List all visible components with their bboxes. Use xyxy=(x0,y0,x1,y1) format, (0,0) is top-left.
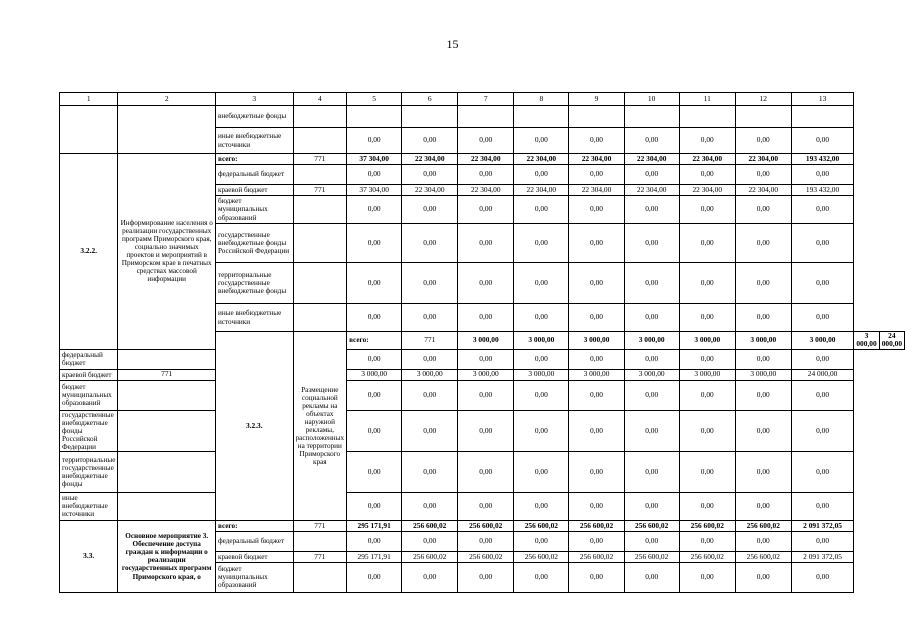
value-cell: 256 600,02 xyxy=(402,551,458,562)
value-cell: 0,00 xyxy=(402,304,458,332)
value-cell: 0,00 xyxy=(679,304,735,332)
code-cell: 771 xyxy=(293,154,347,165)
value-cell: 0,00 xyxy=(569,263,624,304)
source-cell: всего: xyxy=(215,154,293,165)
value-cell: 0,00 xyxy=(679,263,735,304)
value-cell: 22 304,00 xyxy=(624,154,679,165)
value-cell: 0,00 xyxy=(735,380,791,410)
source-cell: федеральный бюджет xyxy=(60,349,118,369)
value-cell: 0,00 xyxy=(791,451,854,492)
value-cell: 0,00 xyxy=(347,410,402,451)
value-cell: 0,00 xyxy=(402,451,458,492)
value-cell: 0,00 xyxy=(514,451,569,492)
value-cell: 0,00 xyxy=(679,349,735,369)
source-cell: краевой бюджет xyxy=(60,369,118,380)
page-number: 15 xyxy=(446,37,459,51)
value-cell: 0,00 xyxy=(624,263,679,304)
value-cell: 0,00 xyxy=(347,165,402,185)
section-number-cell: 3.3. xyxy=(60,520,118,592)
value-cell: 22 304,00 xyxy=(402,154,458,165)
value-cell: 256 600,02 xyxy=(569,520,624,531)
value-cell xyxy=(624,106,679,128)
source-cell: территориальные государственные внебюджетные фонды xyxy=(215,263,293,304)
value-cell: 0,00 xyxy=(458,128,514,154)
value-cell: 0,00 xyxy=(569,410,624,451)
value-cell: 22 304,00 xyxy=(514,185,569,196)
value-cell: 0,00 xyxy=(735,562,791,592)
value-cell: 256 600,02 xyxy=(624,551,679,562)
value-cell: 193 432,00 xyxy=(791,154,854,165)
value-cell: 22 304,00 xyxy=(735,185,791,196)
value-cell: 0,00 xyxy=(402,410,458,451)
code-cell xyxy=(293,562,347,592)
value-cell: 3 000,00 xyxy=(624,369,679,380)
value-cell: 0,00 xyxy=(624,410,679,451)
value-cell: 0,00 xyxy=(791,196,854,224)
section-number-cell xyxy=(60,106,118,154)
value-cell: 0,00 xyxy=(735,531,791,551)
value-cell: 3 000,00 xyxy=(458,369,514,380)
code-cell xyxy=(293,304,347,332)
value-cell: 0,00 xyxy=(347,562,402,592)
value-cell: 0,00 xyxy=(735,349,791,369)
table-row xyxy=(60,349,905,369)
header-cell: 8 xyxy=(514,93,569,106)
value-cell: 0,00 xyxy=(514,304,569,332)
value-cell: 3 000,00 xyxy=(679,332,735,350)
table-row xyxy=(60,451,905,492)
value-cell: 0,00 xyxy=(458,380,514,410)
value-cell: 0,00 xyxy=(569,492,624,520)
value-cell: 0,00 xyxy=(514,349,569,369)
value-cell: 0,00 xyxy=(679,492,735,520)
value-cell: 0,00 xyxy=(791,165,854,185)
value-cell xyxy=(791,106,854,128)
value-cell: 0,00 xyxy=(569,128,624,154)
value-cell: 0,00 xyxy=(679,410,735,451)
value-cell xyxy=(514,106,569,128)
value-cell: 256 600,02 xyxy=(679,520,735,531)
value-cell: 22 304,00 xyxy=(569,154,624,165)
source-cell: краевой бюджет xyxy=(215,551,293,562)
value-cell: 3 000,00 xyxy=(679,369,735,380)
value-cell: 0,00 xyxy=(624,380,679,410)
section-name-cell: Информирование населения о реализации государственных программ Приморского края, социально значимых проектов и мероприятий в Приморском крае в печатных средствах массовой информации xyxy=(118,154,216,350)
value-cell: 0,00 xyxy=(347,304,402,332)
value-cell: 0,00 xyxy=(514,562,569,592)
value-cell: 295 171,91 xyxy=(347,520,402,531)
value-cell: 0,00 xyxy=(569,562,624,592)
source-cell: федеральный бюджет xyxy=(215,531,293,551)
value-cell: 0,00 xyxy=(347,128,402,154)
header-cell: 10 xyxy=(624,93,679,106)
value-cell: 3 000,00 xyxy=(402,369,458,380)
value-cell: 0,00 xyxy=(791,349,854,369)
header-cell: 6 xyxy=(402,93,458,106)
source-cell: иные внебюджетные источники xyxy=(60,492,118,520)
code-cell: 771 xyxy=(293,551,347,562)
source-cell: территориальные государственные внебюджетные фонды xyxy=(60,451,118,492)
value-cell: 2 091 372,05 xyxy=(791,520,854,531)
code-cell: 771 xyxy=(293,520,347,531)
value-cell: 0,00 xyxy=(514,128,569,154)
budget-table xyxy=(59,92,905,593)
value-cell: 0,00 xyxy=(569,224,624,263)
value-cell: 256 600,02 xyxy=(679,551,735,562)
value-cell: 22 304,00 xyxy=(624,185,679,196)
value-cell: 0,00 xyxy=(402,196,458,224)
code-cell xyxy=(293,196,347,224)
value-cell: 24 000,00 xyxy=(791,369,854,380)
value-cell: 0,00 xyxy=(402,128,458,154)
value-cell: 0,00 xyxy=(569,451,624,492)
table-row xyxy=(60,410,905,451)
value-cell: 0,00 xyxy=(735,224,791,263)
value-cell: 256 600,02 xyxy=(569,551,624,562)
value-cell: 0,00 xyxy=(347,349,402,369)
source-cell: государственные внебюджетные фонды Российской Федерации xyxy=(60,410,118,451)
value-cell: 0,00 xyxy=(679,531,735,551)
table-row xyxy=(60,154,905,165)
value-cell: 0,00 xyxy=(458,196,514,224)
value-cell: 0,00 xyxy=(458,492,514,520)
section-name-cell xyxy=(118,106,216,154)
value-cell: 0,00 xyxy=(735,263,791,304)
header-cell: 9 xyxy=(569,93,624,106)
value-cell: 256 600,02 xyxy=(458,551,514,562)
value-cell: 0,00 xyxy=(735,451,791,492)
section-number-cell: 3.2.2. xyxy=(60,154,118,350)
value-cell: 256 600,02 xyxy=(458,520,514,531)
value-cell: 0,00 xyxy=(458,165,514,185)
value-cell: 0,00 xyxy=(679,224,735,263)
value-cell: 3 000,00 xyxy=(458,332,514,350)
header-cell: 3 xyxy=(215,93,293,106)
value-cell: 0,00 xyxy=(458,224,514,263)
value-cell: 0,00 xyxy=(791,224,854,263)
value-cell xyxy=(569,106,624,128)
value-cell: 0,00 xyxy=(791,531,854,551)
value-cell: 0,00 xyxy=(735,196,791,224)
code-cell xyxy=(293,531,347,551)
value-cell: 0,00 xyxy=(402,562,458,592)
value-cell: 0,00 xyxy=(735,165,791,185)
value-cell: 0,00 xyxy=(735,492,791,520)
value-cell: 3 000,00 xyxy=(569,332,624,350)
header-row xyxy=(60,93,905,106)
header-cell: 7 xyxy=(458,93,514,106)
code-cell xyxy=(118,410,216,451)
value-cell: 3 000,00 xyxy=(791,332,854,350)
value-cell: 22 304,00 xyxy=(679,154,735,165)
code-cell xyxy=(293,224,347,263)
value-cell xyxy=(458,106,514,128)
value-cell: 3 000,00 xyxy=(514,332,569,350)
source-cell: всего: xyxy=(215,520,293,531)
value-cell: 256 600,02 xyxy=(514,520,569,531)
value-cell: 193 432,00 xyxy=(791,185,854,196)
code-cell xyxy=(118,451,216,492)
value-cell: 0,00 xyxy=(458,410,514,451)
value-cell: 0,00 xyxy=(679,380,735,410)
section-number-cell: 3.2.3. xyxy=(215,332,293,521)
code-cell: 771 xyxy=(293,185,347,196)
code-cell xyxy=(293,106,347,128)
value-cell: 0,00 xyxy=(624,562,679,592)
value-cell: 0,00 xyxy=(679,165,735,185)
source-cell: внебюджетные фонды xyxy=(215,106,293,128)
value-cell: 0,00 xyxy=(679,128,735,154)
value-cell: 22 304,00 xyxy=(735,154,791,165)
value-cell: 0,00 xyxy=(347,492,402,520)
value-cell: 0,00 xyxy=(347,224,402,263)
value-cell: 3 000,00 xyxy=(735,332,791,350)
value-cell: 0,00 xyxy=(791,128,854,154)
value-cell: 0,00 xyxy=(458,304,514,332)
source-cell: иные внебюджетные источники xyxy=(215,304,293,332)
value-cell: 3 000,00 xyxy=(347,369,402,380)
value-cell: 22 304,00 xyxy=(569,185,624,196)
source-cell: всего: xyxy=(347,332,402,350)
header-cell: 5 xyxy=(347,93,402,106)
value-cell: 0,00 xyxy=(679,451,735,492)
code-cell: 771 xyxy=(402,332,458,350)
code-cell: 771 xyxy=(118,369,216,380)
section-name-cell: Размещение социальной рекламы на объектах наружной рекламы, расположенных на территории Приморского края xyxy=(293,332,347,521)
value-cell: 0,00 xyxy=(347,531,402,551)
source-cell: федеральный бюджет xyxy=(215,165,293,185)
value-cell: 0,00 xyxy=(624,224,679,263)
value-cell: 0,00 xyxy=(402,492,458,520)
value-cell: 0,00 xyxy=(347,196,402,224)
value-cell: 0,00 xyxy=(514,263,569,304)
value-cell: 22 304,00 xyxy=(679,185,735,196)
value-cell: 256 600,02 xyxy=(402,520,458,531)
value-cell: 0,00 xyxy=(569,531,624,551)
value-cell: 0,00 xyxy=(458,349,514,369)
value-cell: 0,00 xyxy=(624,128,679,154)
value-cell: 0,00 xyxy=(402,165,458,185)
source-cell: государственные внебюджетные фонды Российской Федерации xyxy=(215,224,293,263)
value-cell: 3 000,00 xyxy=(735,369,791,380)
value-cell: 24 000,00 xyxy=(879,332,904,350)
table-row xyxy=(60,520,905,531)
value-cell: 0,00 xyxy=(624,492,679,520)
header-cell: 2 xyxy=(118,93,216,106)
value-cell: 0,00 xyxy=(402,531,458,551)
value-cell: 0,00 xyxy=(514,531,569,551)
value-cell: 0,00 xyxy=(735,410,791,451)
value-cell: 22 304,00 xyxy=(514,154,569,165)
header-cell: 4 xyxy=(293,93,347,106)
value-cell: 0,00 xyxy=(791,492,854,520)
value-cell xyxy=(679,106,735,128)
value-cell xyxy=(347,106,402,128)
value-cell: 0,00 xyxy=(624,531,679,551)
value-cell: 0,00 xyxy=(569,349,624,369)
value-cell: 0,00 xyxy=(458,531,514,551)
table-row xyxy=(60,369,905,380)
value-cell: 0,00 xyxy=(624,451,679,492)
value-cell: 0,00 xyxy=(569,165,624,185)
value-cell: 3 000,00 xyxy=(514,369,569,380)
table-row xyxy=(60,106,905,128)
section-name-cell: Основное мероприятие 3. Обеспечение доступа граждан к информации о реализации государственных программ Приморского края, о xyxy=(118,520,216,592)
table-row xyxy=(60,380,905,410)
code-cell xyxy=(293,263,347,304)
value-cell: 0,00 xyxy=(569,196,624,224)
value-cell: 0,00 xyxy=(347,451,402,492)
value-cell: 0,00 xyxy=(791,263,854,304)
value-cell: 0,00 xyxy=(347,380,402,410)
value-cell xyxy=(402,106,458,128)
value-cell: 295 171,91 xyxy=(347,551,402,562)
value-cell: 3 000,00 xyxy=(624,332,679,350)
value-cell: 0,00 xyxy=(458,451,514,492)
table-row xyxy=(60,492,905,520)
value-cell: 0,00 xyxy=(514,380,569,410)
value-cell: 0,00 xyxy=(347,263,402,304)
code-cell xyxy=(293,165,347,185)
value-cell: 0,00 xyxy=(624,349,679,369)
value-cell: 0,00 xyxy=(569,380,624,410)
value-cell: 0,00 xyxy=(458,562,514,592)
value-cell: 37 304,00 xyxy=(347,154,402,165)
value-cell: 256 600,02 xyxy=(735,551,791,562)
value-cell: 22 304,00 xyxy=(458,154,514,165)
value-cell: 0,00 xyxy=(624,196,679,224)
value-cell xyxy=(735,106,791,128)
code-cell xyxy=(118,349,216,369)
value-cell: 0,00 xyxy=(735,128,791,154)
source-cell: бюджет муниципальных образований xyxy=(215,562,293,592)
value-cell: 0,00 xyxy=(514,224,569,263)
source-cell: бюджет муниципальных образований xyxy=(60,380,118,410)
value-cell: 22 304,00 xyxy=(458,185,514,196)
header-cell: 12 xyxy=(735,93,791,106)
value-cell: 0,00 xyxy=(514,492,569,520)
value-cell: 0,00 xyxy=(791,380,854,410)
value-cell: 256 600,02 xyxy=(735,520,791,531)
value-cell: 0,00 xyxy=(402,349,458,369)
value-cell: 0,00 xyxy=(624,165,679,185)
source-cell: краевой бюджет xyxy=(215,185,293,196)
value-cell: 0,00 xyxy=(402,380,458,410)
value-cell: 256 600,02 xyxy=(624,520,679,531)
value-cell: 2 091 372,05 xyxy=(791,551,854,562)
value-cell: 0,00 xyxy=(569,304,624,332)
value-cell: 22 304,00 xyxy=(402,185,458,196)
source-cell: бюджет муниципальных образований xyxy=(215,196,293,224)
value-cell: 0,00 xyxy=(735,304,791,332)
source-cell: иные внебюджетные источники xyxy=(215,128,293,154)
value-cell: 256 600,02 xyxy=(514,551,569,562)
code-cell xyxy=(293,128,347,154)
code-cell xyxy=(118,380,216,410)
value-cell: 3 000,00 xyxy=(569,369,624,380)
value-cell: 0,00 xyxy=(514,165,569,185)
value-cell: 3 000,00 xyxy=(854,332,879,350)
value-cell: 0,00 xyxy=(402,224,458,263)
value-cell: 37 304,00 xyxy=(347,185,402,196)
value-cell: 0,00 xyxy=(458,263,514,304)
code-cell xyxy=(118,492,216,520)
value-cell: 0,00 xyxy=(402,263,458,304)
value-cell: 0,00 xyxy=(679,196,735,224)
value-cell: 0,00 xyxy=(679,562,735,592)
value-cell: 0,00 xyxy=(624,304,679,332)
value-cell: 0,00 xyxy=(791,410,854,451)
header-cell: 1 xyxy=(60,93,118,106)
value-cell: 0,00 xyxy=(791,304,854,332)
value-cell: 0,00 xyxy=(514,410,569,451)
value-cell: 0,00 xyxy=(791,562,854,592)
header-cell: 11 xyxy=(679,93,735,106)
header-cell: 13 xyxy=(791,93,854,106)
value-cell: 0,00 xyxy=(514,196,569,224)
